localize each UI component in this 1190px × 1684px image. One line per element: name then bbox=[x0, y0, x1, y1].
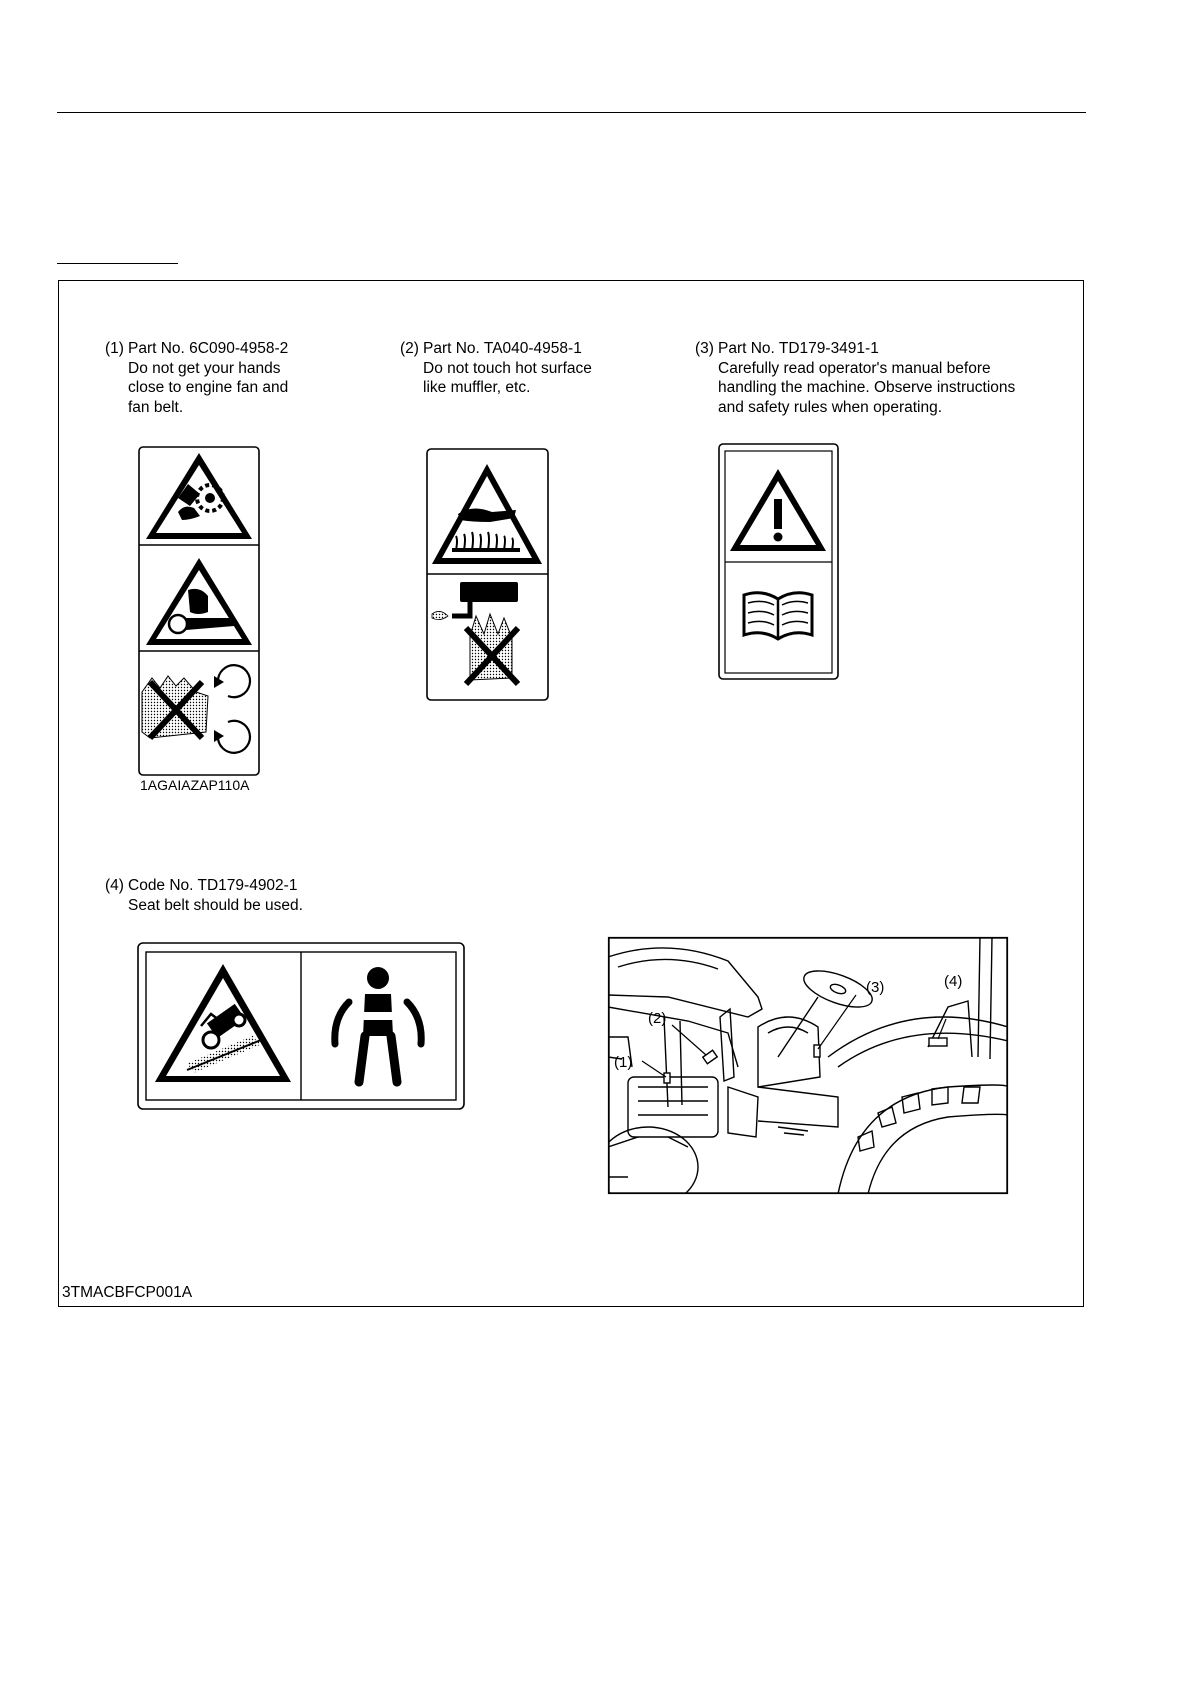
book-icon bbox=[744, 593, 812, 639]
label-3-part-number: Part No. TD179-3491-1 bbox=[718, 340, 879, 357]
label-1-line: fan belt. bbox=[128, 398, 184, 416]
seat-belt-decal bbox=[137, 942, 465, 1110]
header-rule bbox=[57, 112, 1086, 113]
label-4-part-number: Code No. TD179-4902-1 bbox=[128, 877, 298, 894]
callout-2: (2) bbox=[648, 1010, 667, 1027]
label-2-line: Do not touch hot surface bbox=[423, 359, 592, 377]
callout-1: (1) bbox=[614, 1054, 633, 1071]
label-3-line: Carefully read operator's manual before bbox=[718, 359, 991, 377]
label-3-line: and safety rules when operating. bbox=[718, 398, 943, 416]
label-1-line: Do not get your hands bbox=[128, 359, 281, 377]
label-2-line: like muffler, etc. bbox=[423, 379, 531, 396]
label-4-number: (4) bbox=[105, 877, 124, 894]
figure-code: 3TMACBFCP001A bbox=[62, 1284, 193, 1301]
label-1-part-number: Part No. 6C090-4958-2 bbox=[128, 340, 289, 357]
label-3-line: handling the machine. Observe instructions bbox=[718, 379, 1016, 396]
callout-3: (3) bbox=[866, 979, 885, 996]
read-manual-decal bbox=[718, 443, 839, 680]
label-1-line: close to engine fan and bbox=[128, 379, 289, 396]
label-3-number: (3) bbox=[695, 340, 714, 357]
hot-surface-decal bbox=[426, 448, 549, 701]
label-2-part-number: Part No. TA040-4958-1 bbox=[423, 340, 582, 357]
label-4-line: Seat belt should be used. bbox=[128, 896, 303, 914]
callout-4: (4) bbox=[944, 973, 963, 990]
marker-1 bbox=[664, 1073, 670, 1083]
marker-4 bbox=[929, 1038, 947, 1046]
decal-1-code: 1AGAIAZAP110A bbox=[140, 777, 250, 793]
fan-belt-warning-decal bbox=[138, 446, 260, 776]
label-2-number: (2) bbox=[400, 340, 419, 357]
section-rule bbox=[57, 263, 178, 264]
label-1-number: (1) bbox=[105, 340, 124, 357]
